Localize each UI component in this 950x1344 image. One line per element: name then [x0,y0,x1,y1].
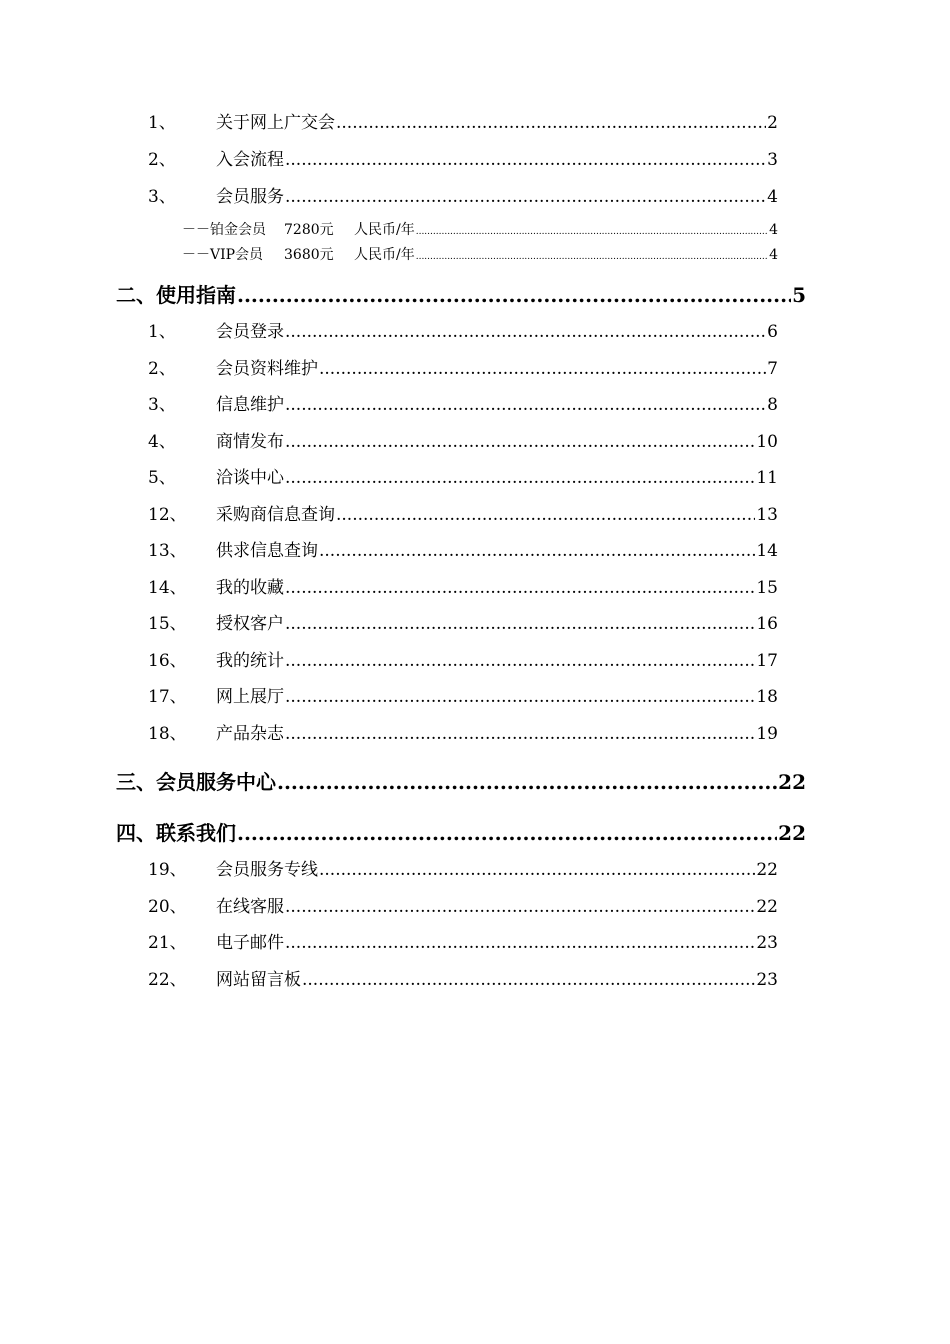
toc-entry-title: 信息维护 [216,395,284,415]
toc-entry[interactable] [148,573,778,597]
toc-entry[interactable] [148,463,778,487]
toc-entry-title: 会员资料维护 [216,359,318,379]
toc-heading-title: 二、使用指南 [116,283,236,307]
toc-entry[interactable] [148,145,778,169]
membership-unit: 人民币/年 [354,247,415,263]
toc-subentry[interactable] [182,244,778,264]
toc-entry-number: 16、 [148,651,187,671]
toc-entry-page: 17 [756,651,778,671]
toc-heading-title: 三、会员服务中心 [116,770,276,794]
dot-leader [285,578,755,598]
toc-entry-number: 2、 [148,150,176,170]
toc-entry[interactable] [148,892,778,916]
toc-entry-number: 19、 [148,860,187,880]
toc-entry-number: 4、 [148,432,176,452]
toc-entry-page: 10 [756,432,778,452]
dot-leader [416,252,768,262]
dot-leader [336,113,766,133]
toc-entry-title: 我的统计 [216,651,284,671]
toc-entry-page: 4 [769,247,778,263]
toc-entry-page: 2 [767,113,778,133]
dot-leader [285,933,755,953]
membership-price: 3680元 [284,247,334,263]
toc-entry-number: 2、 [148,359,176,379]
toc-entry-number: 1、 [148,322,176,342]
toc-entry-page: 13 [756,505,778,525]
toc-heading[interactable] [116,817,806,845]
toc-entry[interactable] [148,317,778,341]
toc-entry-page: 16 [756,614,778,634]
toc-entry-page: 23 [756,933,778,953]
dot-leader [285,150,766,170]
toc-entry-page: 4 [769,222,778,238]
toc-entry-page: 15 [756,578,778,598]
toc-heading-page: 5 [792,283,806,307]
toc-entry-number: 15、 [148,614,187,634]
toc-entry-number: 22、 [148,970,187,990]
toc-entry-title: 网站留言板 [216,970,301,990]
toc-entry-title: 授权客户 [216,614,284,634]
toc-entry-page: 4 [767,187,778,207]
toc-heading[interactable] [116,279,806,307]
membership-tier: －－铂金会员 [182,222,266,238]
membership-unit: 人民币/年 [354,222,415,238]
toc-entry-number: 13、 [148,541,187,561]
dot-leader [285,897,755,917]
toc-entry-title: 会员服务专线 [216,860,318,880]
dot-leader [285,651,755,671]
toc-entry[interactable] [148,354,778,378]
toc-heading-page: 22 [778,821,806,845]
toc-entry-page: 22 [756,897,778,917]
toc-entry[interactable] [148,682,778,706]
toc-entry-title: 会员登录 [216,322,284,342]
dot-leader [416,227,768,237]
toc-entry-page: 6 [767,322,778,342]
toc-entry-title: 入会流程 [216,150,284,170]
membership-tier: －－VIP会员 [182,247,264,263]
toc-entry-title: 采购商信息查询 [216,505,335,525]
toc-entry-page: 22 [756,860,778,880]
toc-heading-title: 四、联系我们 [116,821,236,845]
toc-entry-page: 8 [767,395,778,415]
toc-entry-number: 21、 [148,933,187,953]
toc-subentry[interactable] [182,219,778,239]
toc-entry-number: 1、 [148,113,176,133]
dot-leader [237,283,791,307]
toc-entry-number: 14、 [148,578,187,598]
toc-entry[interactable] [148,390,778,414]
dot-leader [285,187,766,207]
dot-leader [336,505,755,525]
dot-leader [302,970,755,990]
dot-leader [285,468,755,488]
toc-entry-number: 18、 [148,724,187,744]
toc-entry[interactable] [148,182,778,206]
toc-entry[interactable] [148,609,778,633]
toc-heading-page: 22 [778,770,806,794]
dot-leader [277,770,777,794]
toc-entry-title: 关于网上广交会 [216,113,335,133]
toc-entry-title: 网上展厅 [216,687,284,707]
toc-entry[interactable] [148,108,778,132]
toc-entry[interactable] [148,928,778,952]
toc-entry[interactable] [148,965,778,989]
toc-entry-page: 19 [756,724,778,744]
toc-entry-page: 14 [756,541,778,561]
toc-entry-title: 供求信息查询 [216,541,318,561]
toc-entry-title: 会员服务 [216,187,284,207]
toc-entry-title: 洽谈中心 [216,468,284,488]
dot-leader [319,359,766,379]
toc-heading[interactable] [116,766,806,794]
toc-entry-number: 3、 [148,187,176,207]
toc-entry[interactable] [148,646,778,670]
toc-entry-title: 在线客服 [216,897,284,917]
dot-leader [285,395,766,415]
toc-entry[interactable] [148,855,778,879]
toc-entry[interactable] [148,427,778,451]
toc-entry-number: 3、 [148,395,176,415]
toc-entry-number: 12、 [148,505,187,525]
toc-entry-number: 17、 [148,687,187,707]
dot-leader [319,541,755,561]
dot-leader [285,432,755,452]
toc-entry-page: 18 [756,687,778,707]
toc-entry-page: 7 [767,359,778,379]
toc-entry[interactable] [148,500,778,524]
dot-leader [285,687,755,707]
toc-entry-title: 电子邮件 [216,933,284,953]
toc-entry-number: 20、 [148,897,187,917]
toc-entry[interactable] [148,536,778,560]
dot-leader [285,614,755,634]
toc-entry-number: 5、 [148,468,176,488]
toc-entry-title: 产品杂志 [216,724,284,744]
toc-entry-page: 3 [767,150,778,170]
dot-leader [285,322,766,342]
toc-entry[interactable] [148,719,778,743]
membership-price: 7280元 [284,222,334,238]
toc-entry-title: 商情发布 [216,432,284,452]
toc-entry-page: 23 [756,970,778,990]
dot-leader [285,724,755,744]
toc-entry-title: 我的收藏 [216,578,284,598]
toc-entry-page: 11 [756,468,778,488]
dot-leader [237,821,777,845]
dot-leader [319,860,755,880]
